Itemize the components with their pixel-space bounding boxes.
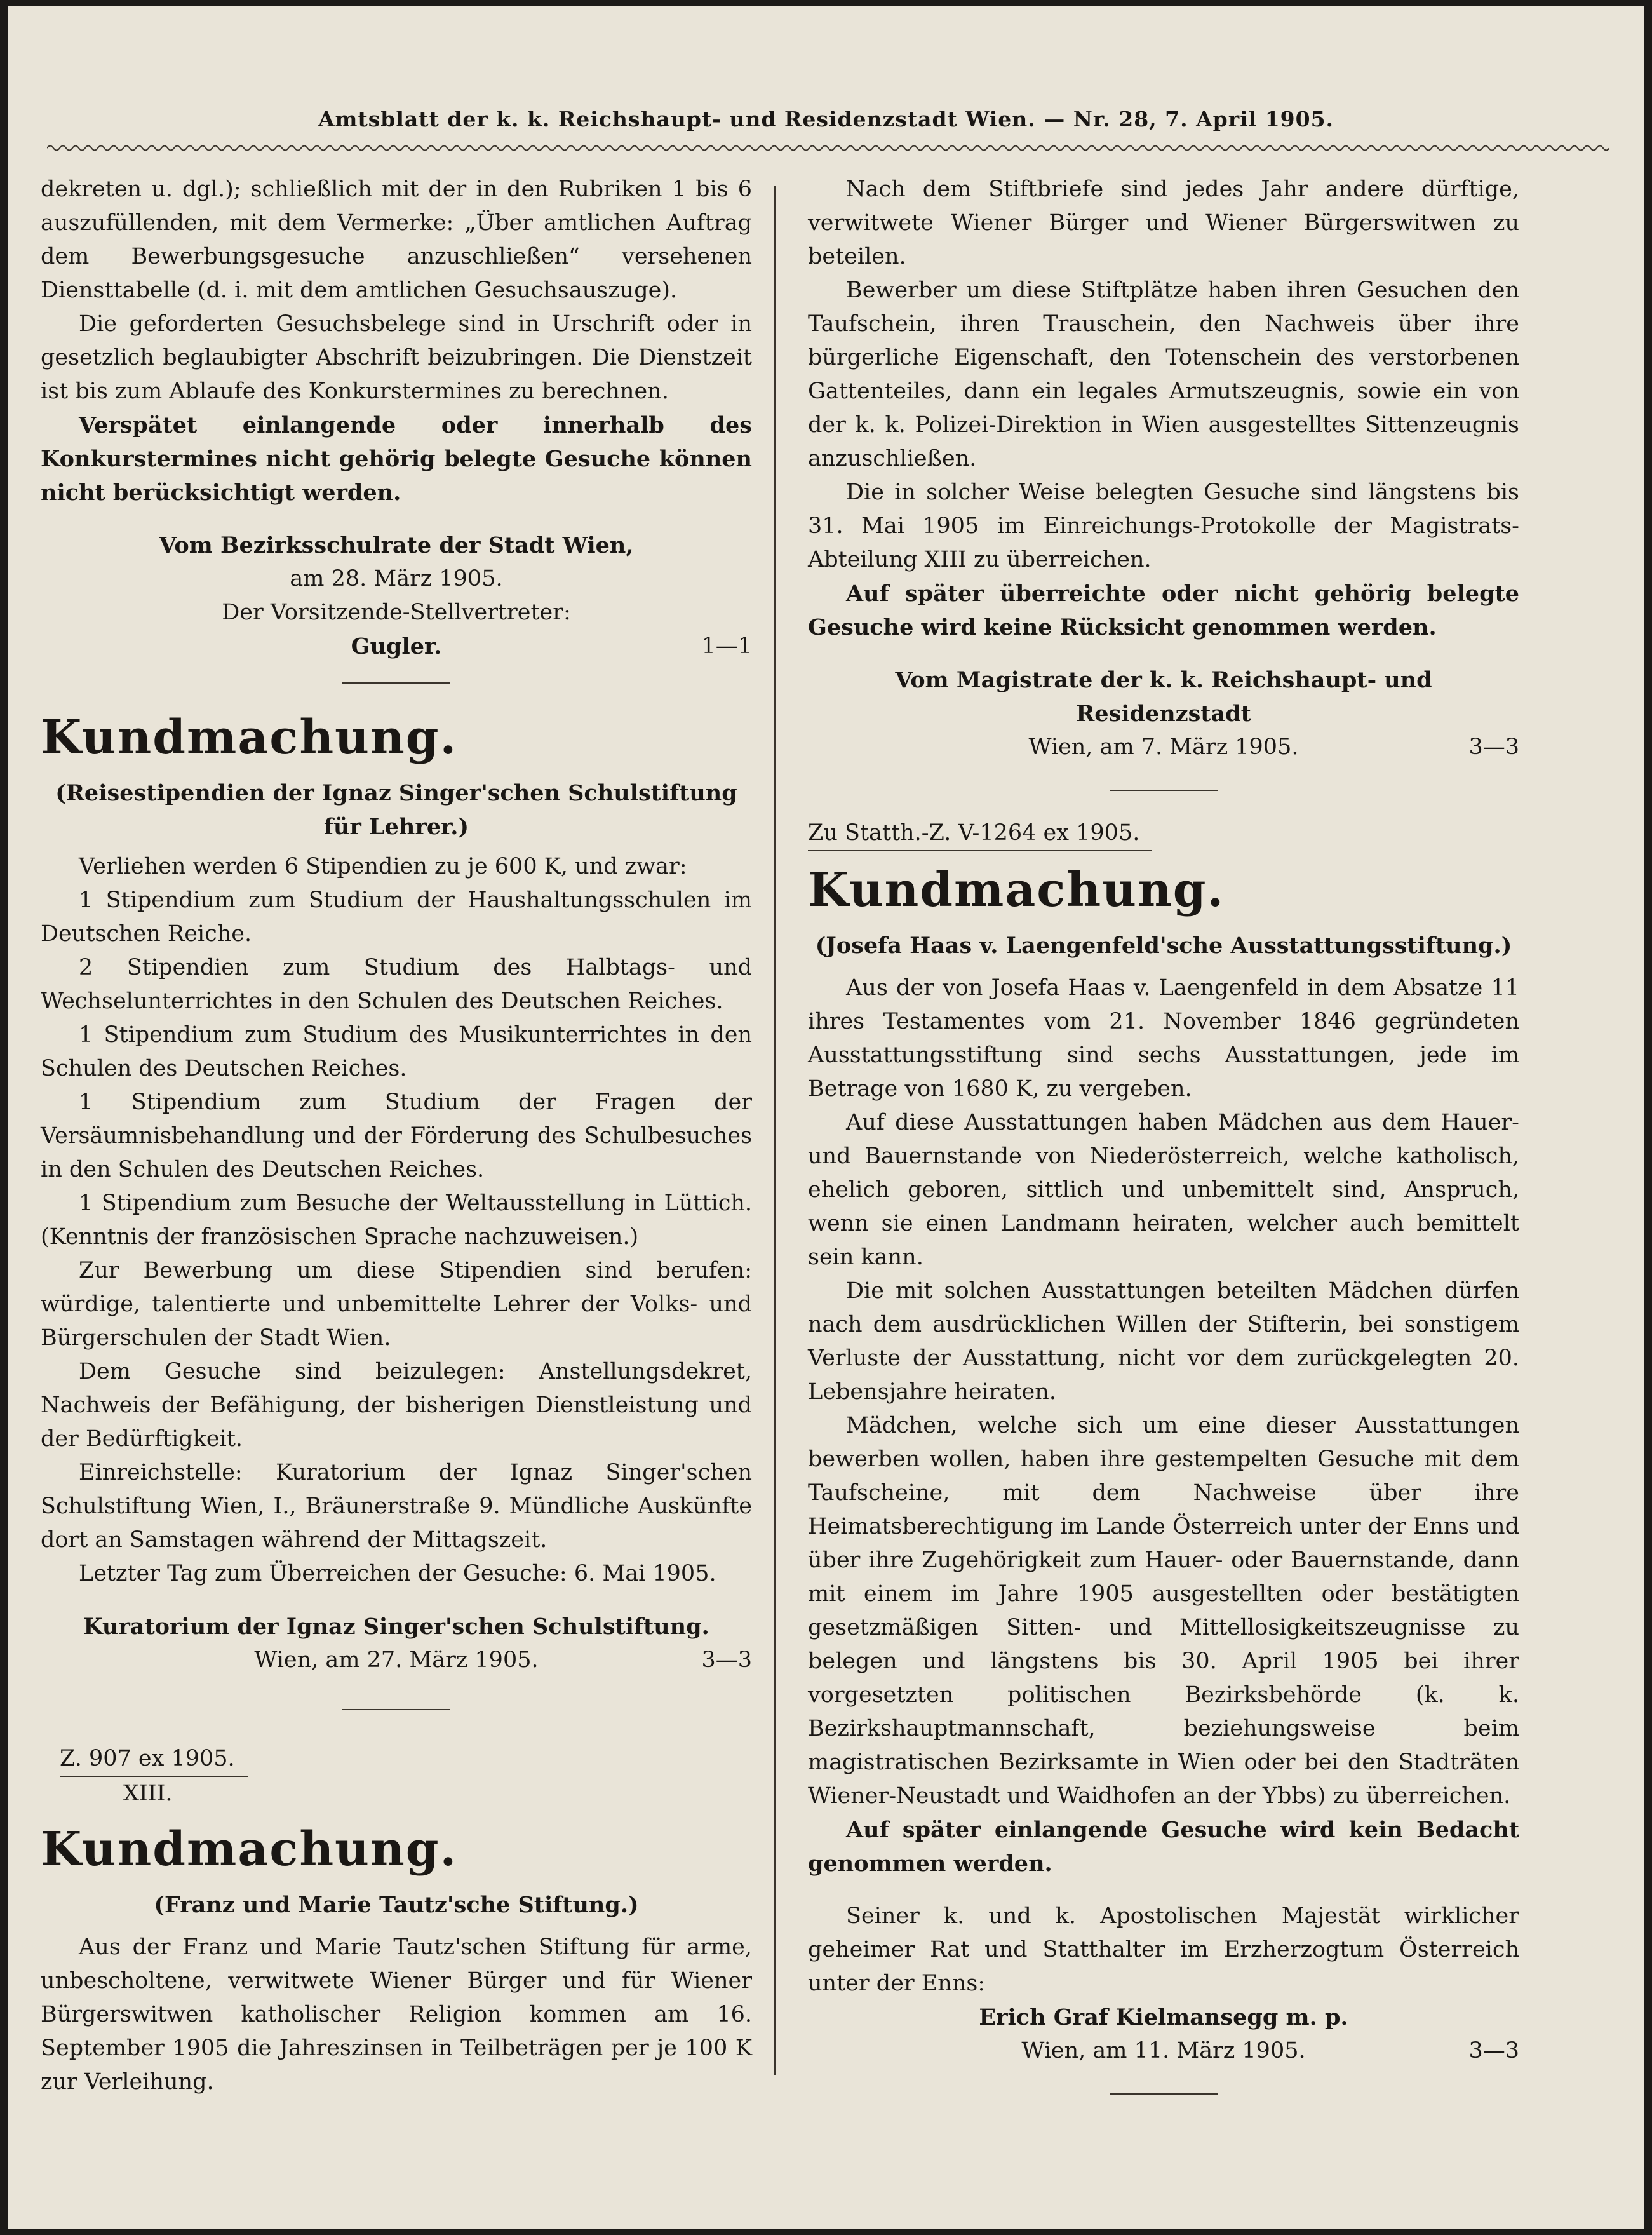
signature-place-date: Wien, am 11. März 1905. 3—3: [808, 2034, 1519, 2068]
signature-role: Der Vorsitzende-Stellvertreter:: [222, 600, 571, 625]
notice-number: 3—3: [1468, 2038, 1519, 2063]
notice-title: Kundmachung.: [808, 863, 1225, 917]
header-wavy-rule: [47, 141, 1609, 155]
paragraph: 1 Stipendium zum Studium der Haushaltungsschulen im Deutschen Reiche.: [41, 888, 752, 947]
page-header: Amtsblatt der k. k. Reichshaupt- und Residenzstadt Wien. — Nr. 28, 7. April 1905.: [318, 107, 1334, 132]
bold-notice: Auf später überreichte oder nicht gehörig belegte Gesuche wird keine Rücksicht genommen werden.: [808, 581, 1519, 640]
divider: [342, 1709, 450, 1710]
divider: [1110, 790, 1218, 791]
signature-name: Erich Graf Kielmansegg m. p.: [979, 2004, 1348, 2030]
divider: [1110, 2093, 1218, 2095]
notice-subtitle: (Franz und Marie Tautz'sche Stiftung.): [154, 1892, 639, 1918]
paragraph: Dem Gesuche sind beizulegen: Anstellungsdekret, Nachweis der Befähigung, der bisherigen Dienstleistung und der Bedürftigkeit.: [41, 1359, 752, 1452]
notice-subtitle: (Reisestipendien der Ignaz Singer'schen Schulstiftung für Lehrer.): [55, 780, 737, 840]
paragraph: dekreten u. dgl.); schließlich mit der in den Rubriken 1 bis 6 auszufüllenden, mit dem Vermerke: „Über amtlichen Auftrag dem Bewerbungsgesuche anzuschließen“ versehenen Diensttabelle (d. i. mit dem amtlichen Gesuchsauszuge).: [41, 177, 752, 303]
paragraph: Die in solcher Weise belegten Gesuche sind längstens bis 31. Mai 1905 im Einreichungs-Protokolle der Magistrats-Abteilung XIII zu überreichen.: [808, 480, 1519, 572]
signature-place-date: Wien, am 7. März 1905. 3—3: [808, 731, 1519, 764]
paragraph: Die mit solchen Ausstattungen beteilten Mädchen dürfen nach dem ausdrücklichen Willen der Stifterin, bei sonstigem Verluste der Ausstattung, nicht vor dem zurückgelegten 20. Lebensjahre heiraten.: [808, 1278, 1519, 1405]
bold-notice: Auf später einlangende Gesuche wird kein Bedacht genommen werden.: [808, 1817, 1519, 1877]
paragraph: 1 Stipendium zum Studium der Fragen der Versäumnisbehandlung und der Förderung des Schulbesuches in den Schulen des Deutschen Reiches.: [41, 1090, 752, 1182]
paragraph: Verliehen werden 6 Stipendien zu je 600 K, und zwar:: [79, 854, 687, 879]
column-divider: [774, 186, 776, 2075]
reference-number: Zu Statth.-Z. V-1264 ex 1905.: [808, 816, 1519, 851]
last-day-line: Letzter Tag zum Überreichen der Gesuche: 6. Mai 1905.: [79, 1561, 716, 1586]
paragraph: Auf diese Ausstattungen haben Mädchen aus dem Hauer- und Bauernstande von Niederösterreich, welche katholisch, ehelich geboren, sittlich und unbemittelt sind, Anspruch, wenn sie einen Landmann heiraten, welcher auch bemittelt sein kann.: [808, 1110, 1519, 1270]
notice-title: Kundmachung.: [41, 710, 458, 765]
paragraph: Die geforderten Gesuchsbelege sind in Urschrift oder in gesetzlich beglaubigter Abschrift beizubringen. Die Dienstzeit ist bis zum Ablaufe des Konkurstermines zu berechnen.: [41, 311, 752, 404]
bold-notice: Verspätet einlangende oder innerhalb des Konkurstermines nicht gehörig belegte Gesuche können nicht berücksichtigt werden.: [41, 412, 752, 506]
paragraph: Nach dem Stiftbriefe sind jedes Jahr andere dürftige, verwitwete Wiener Bürger und Wiener Bürgerswitwen zu beteilen.: [808, 177, 1519, 269]
notice-number: 3—3: [701, 1647, 752, 1673]
signature-place-date: Wien, am 27. März 1905. 3—3: [41, 1644, 752, 1677]
paragraph: Einreichstelle: Kuratorium der Ignaz Singer'schen Schulstiftung Wien, I., Bräunerstraße 9. Mündliche Auskünfte dort an Samstagen während der Mittagszeit.: [41, 1460, 752, 1553]
signature-authority: Vom Bezirksschulrate der Stadt Wien,: [159, 532, 634, 558]
notice-number: 1—1: [701, 633, 752, 659]
paragraph: Bewerber um diese Stiftplätze haben ihren Gesuchen den Taufschein, ihren Trauschein, den Nachweis über ihre bürgerliche Eigenschaft, den Totenschein des verstorbenen Gattenteiles, dann ein legales Armutszeugnis, sowie ein von der k. k. Polizei-Direktion in Wien ausgestelltes Sittenzeugnis anzuschließen.: [808, 278, 1519, 471]
signature-authority: Kuratorium der Ignaz Singer'schen Schulstiftung.: [83, 1614, 709, 1640]
signature-intro: Seiner k. und k. Apostolischen Majestät wirklicher geheimer Rat und Statthalter im Erzherzogtum Österreich unter der Enns:: [808, 1903, 1519, 1996]
reference-number: Z. 907 ex 1905.: [41, 1742, 752, 1777]
signature-authority: Vom Magistrate der k. k. Reichshaupt- und Residenzstadt: [895, 667, 1432, 727]
signature-date: am 28. März 1905.: [290, 566, 503, 591]
paragraph: 2 Stipendien zum Studium des Halbtags- und Wechselunterrichtes in den Schulen des Deutschen Reiches.: [41, 955, 752, 1014]
newspaper-page: [8, 6, 1644, 2229]
notice-subtitle: (Josefa Haas v. Laengenfeld'sche Ausstattungsstiftung.): [815, 933, 1512, 959]
left-column: [41, 173, 752, 2099]
notice-title: Kundmachung.: [41, 1822, 458, 1877]
signature-name: Gugler. 1—1: [41, 630, 752, 663]
divider: [342, 682, 450, 684]
paragraph: Aus der Franz und Marie Tautz'schen Stiftung für arme, unbescholtene, verwitwete Wiener Bürger und für Wiener Bürgerswitwen katholischer Religion kommen am 16. September 1905 die Jahreszinsen in Teilbeträgen per je 100 K zur Verleihung.: [41, 1935, 752, 2095]
right-column: [808, 173, 1519, 2120]
department-label: XIII.: [123, 1781, 173, 1806]
paragraph: 1 Stipendium zum Besuche der Weltausstellung in Lüttich. (Kenntnis der französischen Sprache nachzuweisen.): [41, 1191, 752, 1250]
paragraph: 1 Stipendium zum Studium des Musikunterrichtes in den Schulen des Deutschen Reiches.: [41, 1022, 752, 1081]
paragraph: Mädchen, welche sich um eine dieser Ausstattungen bewerben wollen, haben ihre gestempelten Gesuche mit dem Taufscheine, mit dem Nachweise über ihre Heimatsberechtigung im Lande Österreich unter der Enns und über ihre Zugehörigkeit zum Hauer- oder Bauernstande, dann mit einem im Jahre 1905 ausgestellten oder bestätigten gesetzmäßigen Sitten- und Mittellosigkeitszeugnisse zu belegen und längstens bis 30. April 1905 bei ihrer vorgesetzten politischen Bezirksbehörde (k. k. Bezirkshauptmannschaft, beziehungsweise beim magistratischen Bezirksamte in Wien oder bei den Stadträten Wiener-Neustadt und Waidhofen an der Ybbs) zu überreichen.: [808, 1413, 1519, 1809]
paragraph: Zur Bewerbung um diese Stipendien sind berufen: würdige, talentierte und unbemittelte Lehrer der Volks- und Bürgerschulen der Stadt Wien.: [41, 1258, 752, 1351]
paragraph: Aus der von Josefa Haas v. Laengenfeld in dem Absatze 11 ihres Testamentes vom 21. November 1846 gegründeten Ausstattungsstiftung sind sechs Ausstattungen, jede im Betrage von 1680 K, zu vergeben.: [808, 975, 1519, 1102]
notice-number: 3—3: [1468, 734, 1519, 760]
